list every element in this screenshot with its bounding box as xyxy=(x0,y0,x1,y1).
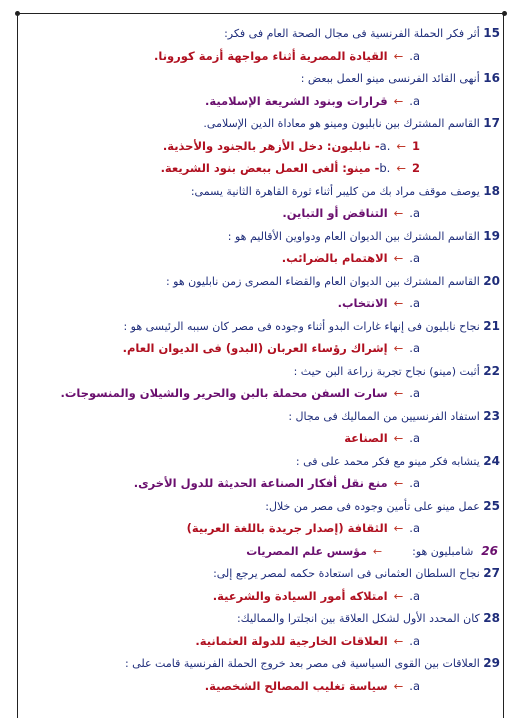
answer-letter: a. xyxy=(409,251,420,265)
answer-text: الصناعة xyxy=(344,431,388,445)
answer-letter: a. xyxy=(409,588,420,603)
arrow-icon: ← xyxy=(393,588,404,603)
question-number: 24 xyxy=(483,453,500,468)
answer-row xyxy=(22,427,500,450)
answer-letter: a. xyxy=(409,633,420,648)
arrow-icon: ← xyxy=(396,161,406,175)
answer-text: سياسة تغليب المصالح الشخصية. xyxy=(204,678,388,693)
question-row xyxy=(22,112,500,135)
answer-text: الاهتمام بالضرائب. xyxy=(281,251,388,265)
question-text: استفاد الفرنسيين من المماليك فى مجال : xyxy=(288,409,480,423)
answer-row xyxy=(22,247,500,270)
question-number: 25 xyxy=(483,498,500,513)
question-text: أثر فكر الحملة الفرنسية فى مجال الصحة العام فى فكر: xyxy=(224,27,480,40)
question-text: القاسم المشترك بين نابليون ومينو هو معاداة الدين الإسلامى. xyxy=(203,117,480,130)
question-text: كان المحدد الأول لشكل العلاقة بين انجلترا والمماليك: xyxy=(236,612,480,625)
answer-text: 1- نابليون: دخل الأزهر بالجنود والأحذية. xyxy=(162,138,420,153)
question-number: 16 xyxy=(483,71,500,85)
answer-text: العلاقات الخارجية للدولة العثمانية. xyxy=(195,633,388,648)
answer-text: الثقافة (إصدار جريدة باللغة العربية) xyxy=(186,521,388,535)
question-number: 21 xyxy=(483,318,500,333)
answer-row xyxy=(22,202,500,225)
answer-text: 2- مينو: ألغى العمل ببعض بنود الشريعة. xyxy=(160,161,420,175)
arrow-icon: ← xyxy=(393,386,404,400)
answer-letter: a. xyxy=(409,431,420,445)
question-text: القاسم المشترك بين الديوان العام ودواوين الأقاليم هو : xyxy=(227,229,480,243)
question-number: 18 xyxy=(483,183,500,198)
question-text: يوصف موقف مراد بك من كليبر أثناء ثورة القاهرة الثانية يسمى: xyxy=(190,184,480,198)
question-text: يتشابه فكر مينو مع فكر محمد على فى : xyxy=(295,454,480,468)
corner-dot xyxy=(502,11,507,16)
answer-row xyxy=(22,157,500,180)
arrow-icon: ← xyxy=(393,206,404,220)
answer-text: قرارات وبنود الشريعة الإسلامية. xyxy=(205,93,388,108)
arrow-icon: ← xyxy=(393,678,404,693)
question-text: أثبت (مينو) نجاح تجربة زراعة البن حيث : xyxy=(293,364,480,378)
answer-row xyxy=(22,90,500,113)
question-row xyxy=(22,562,500,585)
question-row xyxy=(22,652,500,675)
question-number: 22 xyxy=(483,363,500,378)
answer-text: مؤسس علم المصريات xyxy=(246,544,367,558)
question-number: 17 xyxy=(483,116,500,130)
arrow-icon: ← xyxy=(393,48,404,63)
arrow-icon: ← xyxy=(393,341,404,355)
answer-row xyxy=(22,292,500,315)
answer-letter: a. xyxy=(409,206,420,220)
answer-row xyxy=(22,630,500,653)
corner-dot xyxy=(15,11,20,16)
answer-row xyxy=(22,585,500,608)
question-number: 20 xyxy=(483,273,500,288)
question-number: 19 xyxy=(483,228,500,243)
arrow-icon: ← xyxy=(393,431,404,445)
answer-letter: b. xyxy=(379,161,391,175)
answer-letter: a. xyxy=(409,48,420,63)
question-row xyxy=(22,450,500,473)
answer-text: سارت السفن محملة بالبن والحرير والشيلان والمنسوجات. xyxy=(60,386,388,400)
question-row xyxy=(22,270,500,293)
question-text: أنهى القائد الفرنسى مينو العمل ببعض : xyxy=(300,72,480,85)
question-row xyxy=(22,315,500,338)
answer-text: إشراك رؤساء العربان (البدو) فى الديوان العام. xyxy=(122,341,388,355)
question-number: 28 xyxy=(483,611,500,625)
question-text: نجاح نابليون فى إنهاء غارات البدو أثناء وجوده فى مصر كان سببه الرئيسى هو : xyxy=(123,319,480,333)
arrow-icon: ← xyxy=(372,544,383,558)
question-row xyxy=(22,405,500,428)
answer-row xyxy=(22,382,500,405)
answer-letter: a. xyxy=(409,678,420,693)
question-row xyxy=(22,22,500,45)
arrow-icon: ← xyxy=(393,296,404,310)
answer-letter: a. xyxy=(409,93,420,108)
question-number: 26 xyxy=(481,543,498,558)
question-text: عمل مينو على تأمين وجوده فى مصر من خلال: xyxy=(265,499,480,513)
question-row xyxy=(22,360,500,383)
question-row xyxy=(22,495,500,518)
question-number: 15 xyxy=(483,26,500,40)
answer-letter: a. xyxy=(409,476,420,490)
answer-letter: a. xyxy=(409,341,420,355)
question-row xyxy=(22,607,500,630)
answer-text: منع نقل أفكار الصناعة الحديثة للدول الأخرى. xyxy=(133,476,388,490)
answer-row xyxy=(22,675,500,698)
answer-letter: a. xyxy=(379,138,391,153)
answer-row xyxy=(22,337,500,360)
answer-row xyxy=(22,45,500,68)
arrow-icon: ← xyxy=(393,93,404,108)
answer-letter: a. xyxy=(409,386,420,400)
arrow-icon: ← xyxy=(393,521,404,535)
question-list xyxy=(22,22,500,697)
question-number: 23 xyxy=(483,408,500,423)
answer-text: الانتخاب. xyxy=(337,296,388,310)
arrow-icon: ← xyxy=(393,251,404,265)
answer-letter: a. xyxy=(409,296,420,310)
question-text: شامبليون هو: xyxy=(412,544,474,558)
question-text: نجاح السلطان العثمانى فى استعادة حكمه لمصر يرجع إلى: xyxy=(213,567,480,580)
arrow-icon: ← xyxy=(396,138,406,153)
answer-row xyxy=(22,517,500,540)
question-number: 29 xyxy=(483,656,500,670)
answer-row xyxy=(22,135,500,158)
question-text: القاسم المشترك بين الديوان العام والقضاء المصرى زمن نابليون هو : xyxy=(165,274,480,288)
question-row-inline xyxy=(22,540,500,563)
arrow-icon: ← xyxy=(393,476,404,490)
answer-row xyxy=(22,472,500,495)
answer-text: امتلاكه أمور السيادة والشرعية. xyxy=(212,588,388,603)
answer-text: القيادة المصرية أثناء مواجهة أزمة كورونا. xyxy=(154,48,388,63)
answer-text: التناقض أو التباين. xyxy=(282,206,388,220)
answer-letter: a. xyxy=(409,521,420,535)
arrow-icon: ← xyxy=(393,633,404,648)
question-number: 27 xyxy=(483,566,500,580)
question-row xyxy=(22,180,500,203)
question-row xyxy=(22,225,500,248)
question-row xyxy=(22,67,500,90)
question-text: العلاقات بين القوى السياسية فى مصر بعد خروج الحملة الفرنسية قامت على : xyxy=(124,657,480,670)
